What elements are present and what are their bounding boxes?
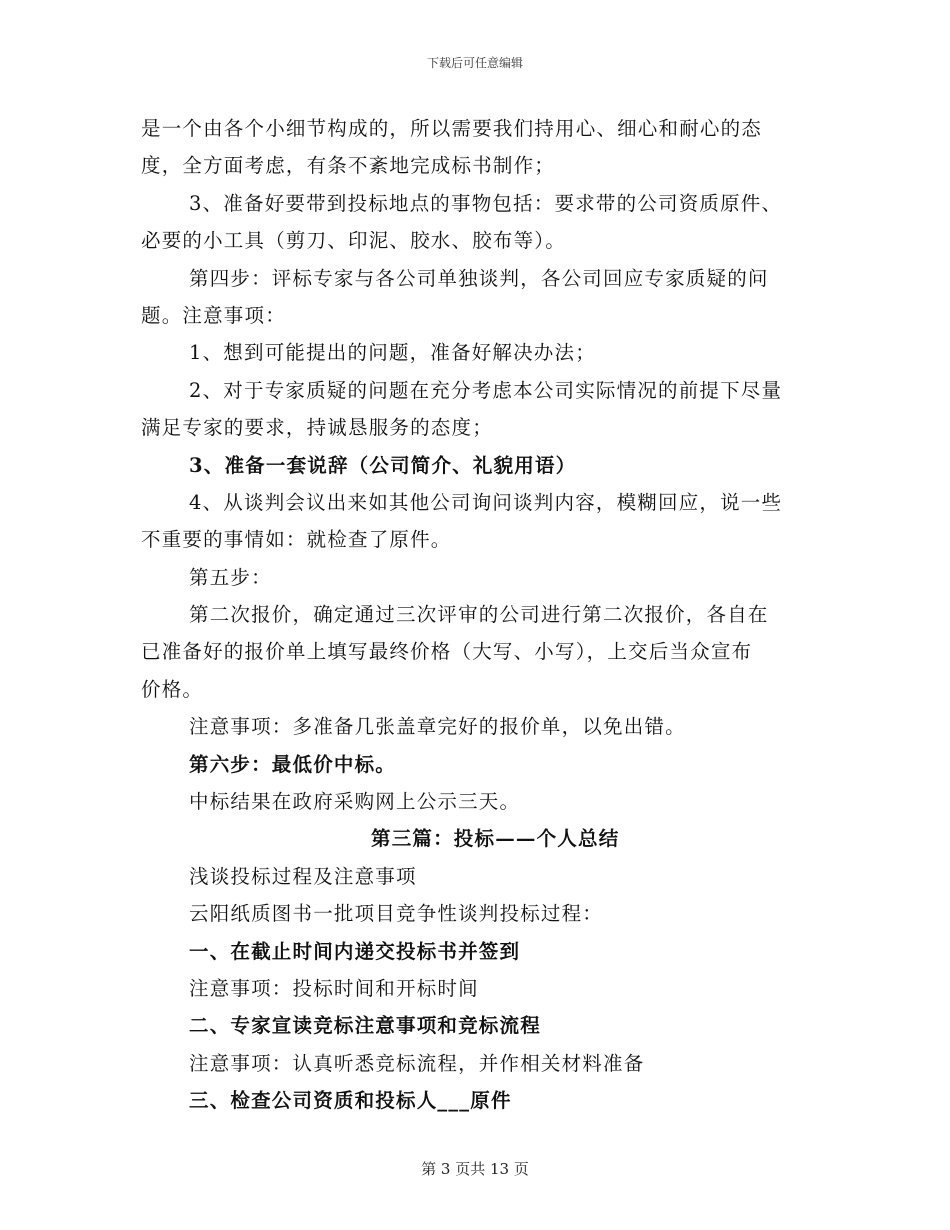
bold-text-line: 一、在截止时间内递交投标书并签到 xyxy=(189,939,521,963)
text-line: 第二次报价，确定通过三次评审的公司进行第二次报价，各自在 xyxy=(189,603,769,627)
text-line: 价格。 xyxy=(141,677,204,701)
text-line: 4、从谈判会议出来如其他公司询问谈判内容，模糊回应，说一些 xyxy=(189,490,783,514)
text-line: 注意事项：认真听悉竞标流程，并作相关材料准备 xyxy=(189,1051,645,1075)
bold-text-line: 3、准备一套说辞（公司简介、礼貌用语） xyxy=(189,453,577,477)
text-line: 满足专家的要求，持诚恳服务的态度； xyxy=(141,416,493,440)
section-title: 第三篇：投标——个人总结 xyxy=(371,827,620,851)
bold-text-line: 三、检查公司资质和投标人___原件 xyxy=(189,1089,512,1113)
step-heading: 第五步： xyxy=(189,565,272,589)
bold-text-line: 二、专家宣读竞标注意事项和竞标流程 xyxy=(189,1014,541,1038)
page-header: 下载后可任意编辑 xyxy=(426,56,523,70)
text-line: 已准备好的报价单上填写最终价格（大写、小写），上交后当众宣布 xyxy=(141,640,753,664)
text-line: 是一个由各个小细节构成的，所以需要我们持用心、细心和耐心的态 xyxy=(141,117,763,140)
text-line: 2、对于专家质疑的问题在充分考虑本公司实际情况的前提下尽量 xyxy=(189,378,783,402)
text-line: 题。注意事项： xyxy=(141,303,286,327)
text-line: 不重要的事情如：就检查了原件。 xyxy=(141,528,452,552)
text-line: 3、准备好要带到投标地点的事物包括：要求带的公司资质原件、 xyxy=(189,191,783,215)
text-line: 第四步：评标专家与各公司单独谈判，各公司回应专家质疑的问 xyxy=(189,266,769,290)
text-line: 云阳纸质图书一批项目竞争性谈判投标过程： xyxy=(189,902,604,926)
text-line: 中标结果在政府采购网上公示三天。 xyxy=(189,790,521,814)
text-line: 1、想到可能提出的问题，准备好解决办法； xyxy=(189,341,596,365)
text-line: 注意事项：投标时间和开标时间 xyxy=(189,976,479,1000)
document-body xyxy=(141,110,809,1120)
bold-text-line: 第六步：最低价中标。 xyxy=(189,752,397,776)
page-footer: 第 3 页共 13 页 xyxy=(421,1160,529,1178)
text-line: 浅谈投标过程及注意事项 xyxy=(189,864,417,888)
text-line: 度，全方面考虑，有条不紊地完成标书制作； xyxy=(141,154,556,178)
text-line: 必要的小工具（剪刀、印泥、胶水、胶布等）。 xyxy=(141,229,566,253)
text-line: 注意事项：多准备几张盖章完好的报价单，以免出错。 xyxy=(189,715,686,739)
